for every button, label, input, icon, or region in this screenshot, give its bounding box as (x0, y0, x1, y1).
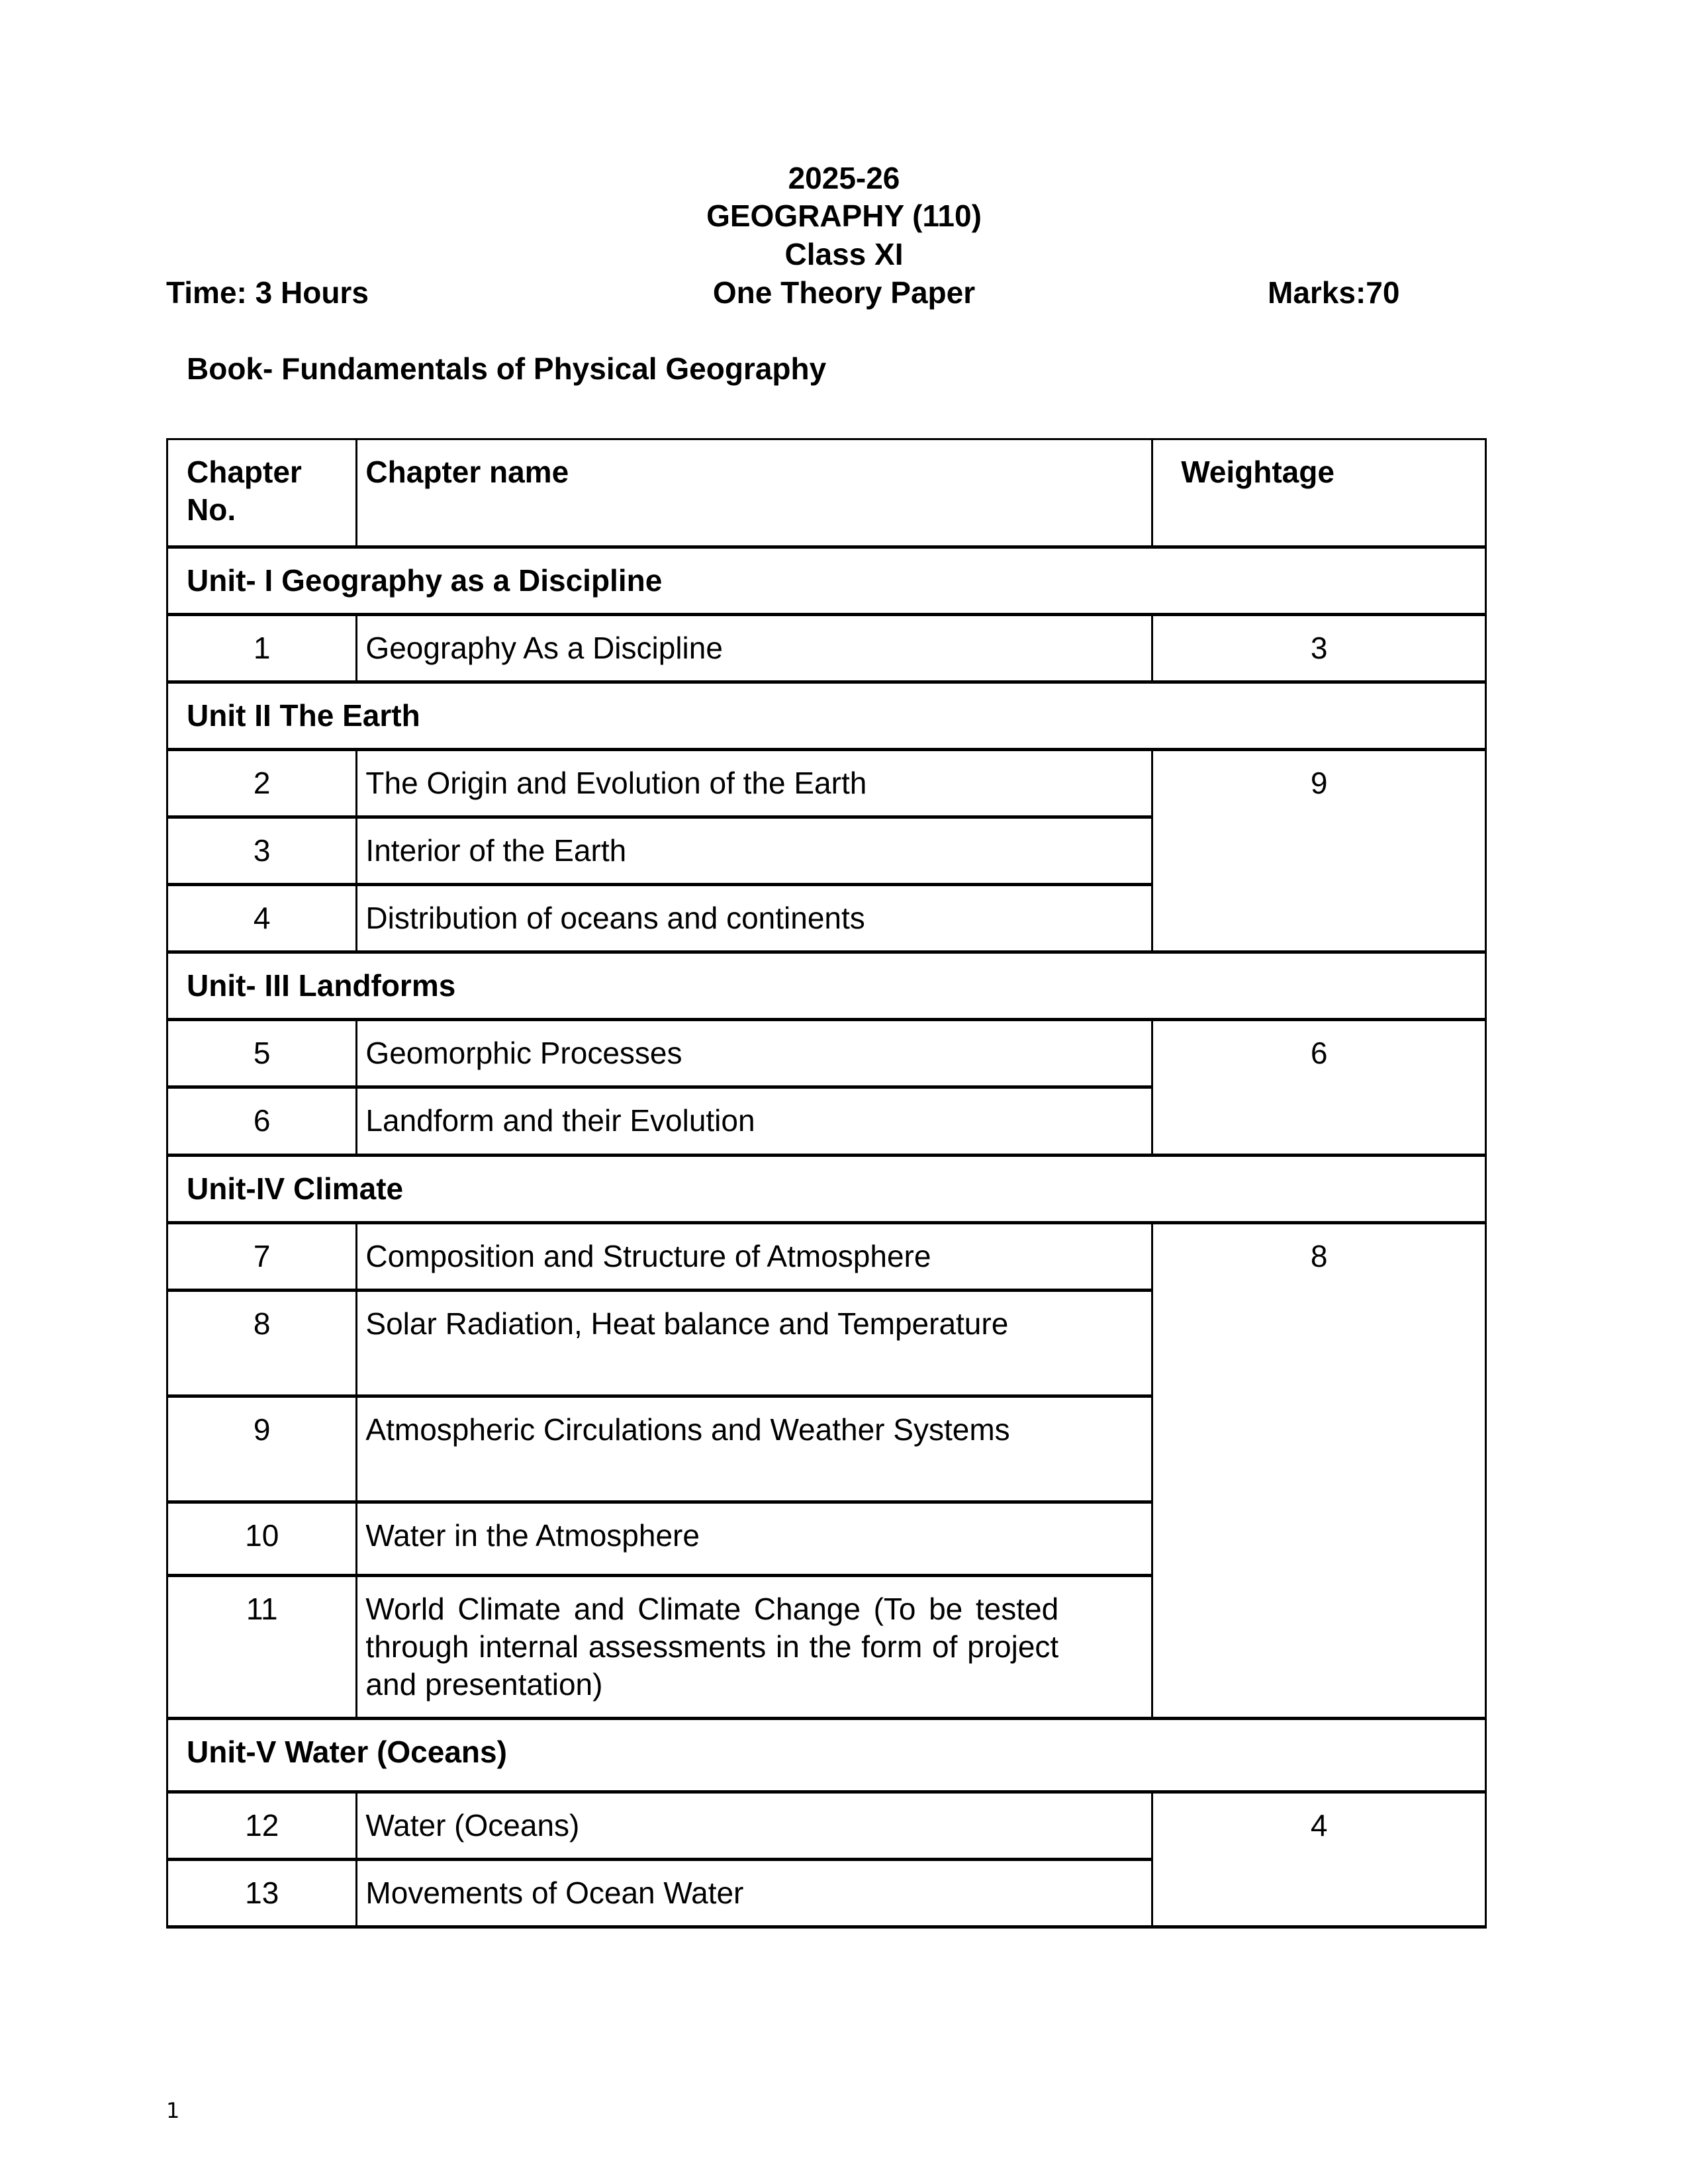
unit-row (167, 1719, 1486, 1792)
unit-title: Unit II The Earth (167, 682, 1486, 750)
chapter-number: 7 (167, 1223, 357, 1291)
chapter-name: Composition and Structure of Atmosphere (357, 1223, 1152, 1291)
column-header-chapter-no (167, 439, 357, 547)
chapter-name: Interior of the Earth (357, 817, 1152, 885)
marks-label: Marks:70 (1268, 275, 1400, 310)
unit-row (167, 952, 1486, 1020)
chapter-name: Water (Oceans) (357, 1792, 1152, 1860)
subject-title: GEOGRAPHY (110) (706, 199, 982, 233)
chapter-number: 3 (167, 817, 357, 885)
chapter-number: 8 (167, 1291, 357, 1396)
syllabus-table (166, 438, 1487, 1929)
unit-title: Unit- I Geography as a Discipline (167, 547, 1486, 615)
chapter-number: 9 (167, 1396, 357, 1502)
chapter-number: 2 (167, 750, 357, 817)
chapter-name: Solar Radiation, Heat balance and Temperature (357, 1291, 1152, 1396)
paper-label: One Theory Paper (712, 275, 976, 310)
table-header-row (167, 439, 1486, 547)
page-number: 1 (166, 2098, 180, 2123)
chapter-number: 4 (167, 885, 357, 952)
chapter-name: Movements of Ocean Water (357, 1860, 1152, 1927)
chapter-name: World Climate and Climate Change (To be tested through internal assessments in the form of project and presentation) (357, 1576, 1152, 1719)
chapter-row (167, 1020, 1486, 1087)
chapter-number: 13 (167, 1860, 357, 1927)
chapter-name: Geography As a Discipline (357, 615, 1152, 682)
chapter-number: 1 (167, 615, 357, 682)
unit-row (167, 1156, 1486, 1223)
chapter-name: Water in the Atmosphere (357, 1502, 1152, 1576)
unit-weightage: 3 (1152, 615, 1486, 682)
unit-row (167, 682, 1486, 750)
chapter-number: 6 (167, 1087, 357, 1156)
unit-weightage: 4 (1152, 1792, 1486, 1927)
unit-title: Unit-IV Climate (167, 1156, 1486, 1223)
chapter-name: Geomorphic Processes (357, 1020, 1152, 1087)
chapter-row (167, 1792, 1486, 1860)
chapter-name: Distribution of oceans and continents (357, 885, 1152, 952)
unit-weightage: 8 (1152, 1223, 1486, 1719)
unit-weightage: 9 (1152, 750, 1486, 952)
unit-row (167, 547, 1486, 615)
chapter-row (167, 750, 1486, 817)
chapter-row (167, 615, 1486, 682)
unit-weightage: 6 (1152, 1020, 1486, 1156)
chapter-number: 12 (167, 1792, 357, 1860)
chapter-number: 11 (167, 1576, 357, 1719)
chapter-name: The Origin and Evolution of the Earth (357, 750, 1152, 817)
time-label: Time: 3 Hours (166, 275, 369, 310)
chapter-name: Landform and their Evolution (357, 1087, 1152, 1156)
chapter-name: Atmospheric Circulations and Weather Systems (357, 1396, 1152, 1502)
column-header-text: Chapter No. (187, 455, 302, 527)
column-header-chapter-name: Chapter name (357, 439, 1152, 547)
session-year: 2025-26 (788, 161, 900, 195)
chapter-number: 10 (167, 1502, 357, 1576)
unit-title: Unit-V Water (Oceans) (167, 1719, 1486, 1792)
syllabus-table-body (167, 439, 1486, 1927)
column-header-weightage: Weightage (1152, 439, 1486, 547)
unit-title: Unit- III Landforms (167, 952, 1486, 1020)
book-title: Book- Fundamentals of Physical Geography (187, 351, 827, 386)
chapter-number: 5 (167, 1020, 357, 1087)
class-label: Class XI (784, 237, 904, 271)
chapter-row (167, 1223, 1486, 1291)
